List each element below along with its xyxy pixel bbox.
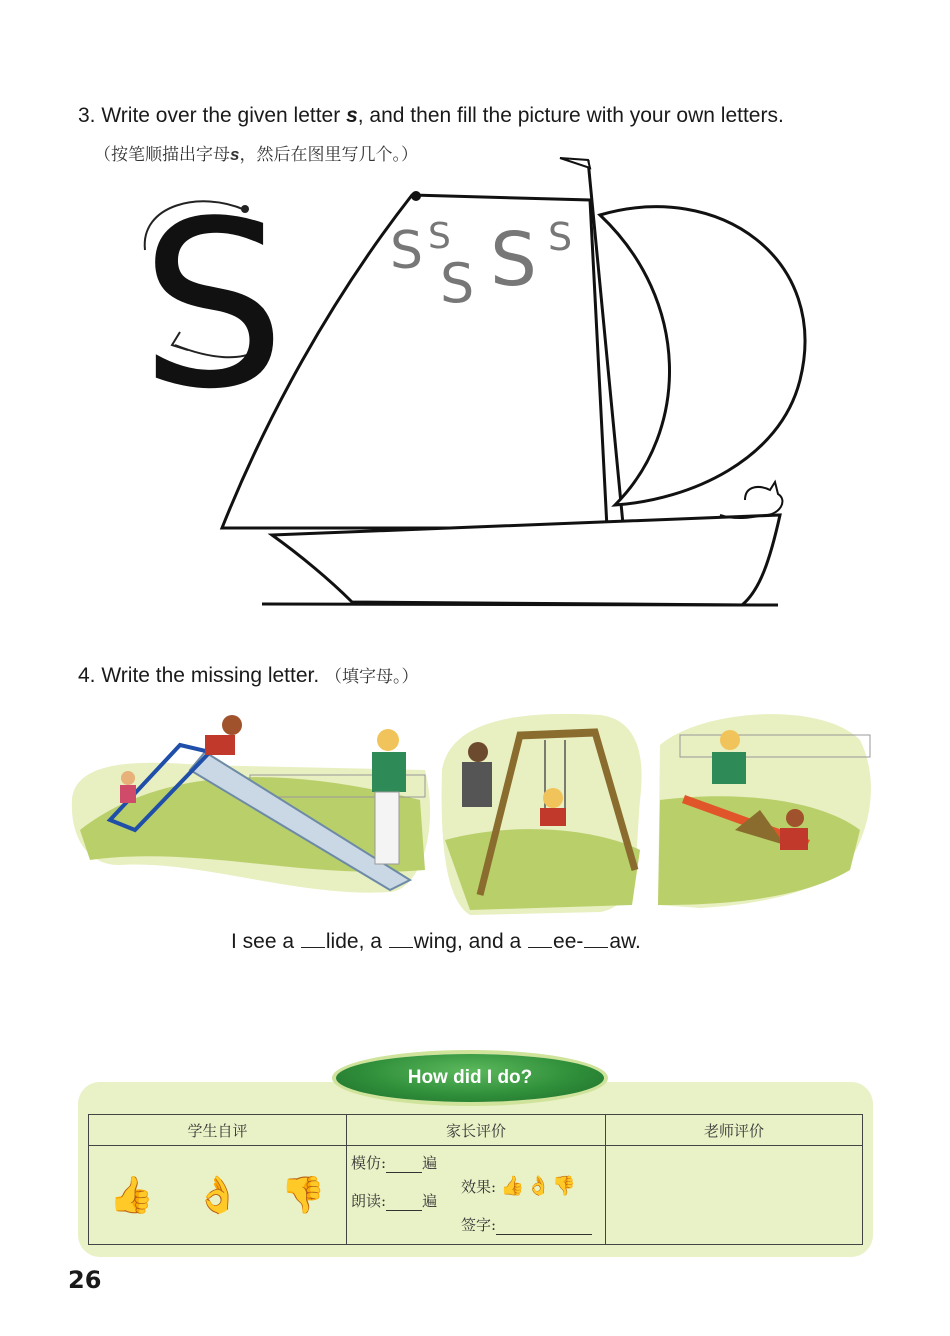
thumbs-up-icon[interactable]: 👍 bbox=[109, 1175, 155, 1216]
blank-seesaw-2[interactable] bbox=[584, 947, 608, 948]
q4-title: 4. Write the missing letter. （填字母。） bbox=[78, 664, 419, 687]
sign-row: 签字: bbox=[461, 1214, 592, 1235]
sail-letter: S bbox=[548, 215, 573, 259]
thumbs-down-icon[interactable]: 👎 bbox=[552, 1175, 578, 1197]
thumbs-ok-icon[interactable]: 👌 bbox=[195, 1175, 240, 1216]
effect-row: 效果: 👍👌👎 bbox=[461, 1175, 578, 1197]
sail-letter: S bbox=[440, 252, 475, 315]
imitate-row: 模仿: 遍 bbox=[351, 1154, 438, 1172]
imitate-count-field[interactable] bbox=[386, 1154, 422, 1173]
blank-swing[interactable] bbox=[389, 947, 413, 948]
header-self: 学生自评 bbox=[89, 1115, 347, 1146]
teacher-eval-cell[interactable] bbox=[606, 1146, 862, 1244]
self-eval-icons bbox=[89, 1146, 346, 1244]
sail-letter: S bbox=[428, 216, 451, 257]
blank-seesaw-1[interactable] bbox=[528, 947, 552, 948]
seesaw-picture bbox=[658, 714, 871, 908]
swing-picture bbox=[442, 714, 642, 915]
thumbs-ok-icon[interactable]: 👌 bbox=[526, 1175, 553, 1197]
missing-letter-sentence: I see a lide, a wing, and a ee- aw. bbox=[231, 930, 641, 953]
header-parent: 家长评价 bbox=[347, 1115, 606, 1146]
read-row: 朗读: 遍 bbox=[351, 1192, 438, 1210]
blank-slide[interactable] bbox=[301, 947, 325, 948]
q3-title: 3. Write over the given letter s, and then fill the picture with your own letters. bbox=[78, 104, 784, 127]
how-did-i-do-badge: How did I do? bbox=[336, 1054, 604, 1102]
big-letter-s: S bbox=[140, 173, 286, 440]
parent-eval-cell bbox=[347, 1146, 605, 1244]
read-count-field[interactable] bbox=[386, 1192, 422, 1211]
header-teacher: 老师评价 bbox=[606, 1115, 863, 1146]
slide-picture bbox=[72, 715, 430, 893]
sail-letter: S bbox=[490, 217, 537, 303]
q3-subtitle: （按笔顺描出字母s，然后在图里写几个。） bbox=[94, 145, 418, 165]
page-number: 26 bbox=[68, 1266, 102, 1294]
thumbs-down-icon[interactable]: 👎 bbox=[280, 1175, 326, 1216]
sail-letter: S bbox=[390, 221, 424, 281]
evaluation-table bbox=[88, 1114, 863, 1245]
signature-field[interactable] bbox=[496, 1216, 592, 1235]
thumbs-up-icon[interactable]: 👍 bbox=[500, 1175, 527, 1197]
